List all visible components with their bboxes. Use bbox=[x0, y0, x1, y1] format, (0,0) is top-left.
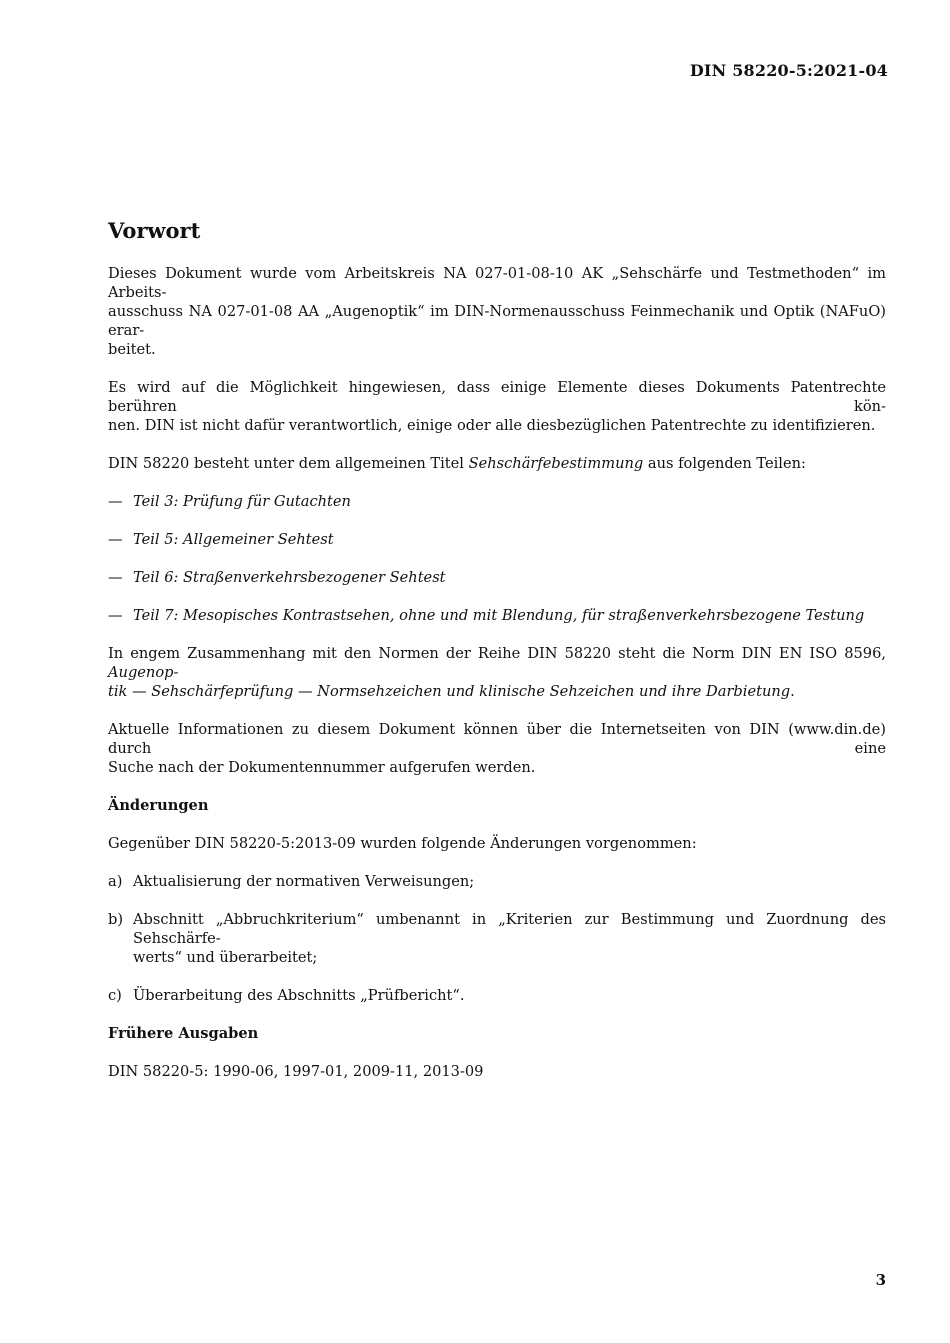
list-marker: a) bbox=[108, 873, 123, 890]
list-item-change bbox=[108, 986, 886, 1005]
text-run: In engem Zusammenhang mit den Normen der Reihe DIN 58220 steht die Norm DIN EN ISO 8596, bbox=[108, 645, 886, 662]
earlier-editions-text: DIN 58220-5: 1990-06, 1997-01, 2009-11, 2013-09 bbox=[108, 1063, 484, 1080]
part-title: Teil 5: Allgemeiner Sehtest bbox=[133, 531, 334, 548]
paragraph-related-standard bbox=[108, 644, 886, 701]
text-run: . bbox=[790, 683, 795, 700]
list-item-part bbox=[108, 492, 886, 511]
dash-marker: — bbox=[108, 493, 123, 510]
dash-marker: — bbox=[108, 569, 123, 586]
text-line: Es wird auf die Möglichkeit hingewiesen, dass einige Elemente dieses Dokuments Patentrechte berühren kön- bbox=[108, 379, 886, 415]
paragraph-patents bbox=[108, 378, 886, 435]
text-run: aus folgenden Teilen: bbox=[643, 455, 806, 472]
standard-title: Augenop- bbox=[108, 664, 179, 681]
text-line: nen. DIN ist nicht dafür verantwortlich, einige oder alle diesbezüglichen Patentrechte zu identifizieren. bbox=[108, 417, 876, 434]
part-title: Teil 7: Mesopisches Kontrastsehen, ohne und mit Blendung, für straßenverkehrsbezogene Testung bbox=[133, 607, 865, 624]
paragraph-committee bbox=[108, 264, 886, 359]
list-item-part bbox=[108, 606, 886, 625]
text-line bbox=[108, 682, 886, 701]
changes-intro: Gegenüber DIN 58220-5:2013-09 wurden folgende Änderungen vorgenommen: bbox=[108, 835, 697, 852]
list-marker: b) bbox=[108, 911, 124, 928]
list-item-part bbox=[108, 530, 886, 549]
dash-marker: — bbox=[108, 607, 123, 624]
changes-heading: Änderungen bbox=[108, 797, 209, 814]
part-title: Teil 6: Straßenverkehrsbezogener Sehtest bbox=[133, 569, 446, 586]
change-text: werts“ und überarbeitet; bbox=[133, 949, 318, 966]
list-item-change bbox=[108, 872, 886, 891]
content-area bbox=[108, 216, 886, 1100]
page-number: 3 bbox=[875, 1271, 886, 1289]
text-line: ausschuss NA 027-01-08 AA „Augenoptik“ im DIN-Normenausschuss Feinmechanik und Optik (NAFuO) erar- bbox=[108, 303, 886, 339]
standard-title: tik — Sehschärfeprüfung — Normsehzeichen und klinische Sehzeichen und ihre Darbietung bbox=[108, 683, 791, 700]
dash-marker: — bbox=[108, 531, 123, 548]
part-title: Teil 3: Prüfung für Gutachten bbox=[133, 493, 351, 510]
paragraph-information bbox=[108, 720, 886, 777]
paragraph-parts-intro bbox=[108, 454, 886, 473]
text-line: Suche nach der Dokumentennummer aufgerufen werden. bbox=[108, 759, 536, 776]
change-text: Überarbeitung des Abschnitts „Prüfbericht“. bbox=[133, 987, 465, 1004]
earlier-editions-heading: Frühere Ausgaben bbox=[108, 1025, 259, 1042]
section-title: Vorwort bbox=[108, 218, 201, 243]
text-run: DIN 58220 besteht unter dem allgemeinen Titel bbox=[108, 455, 469, 472]
list-item-change bbox=[108, 910, 886, 967]
document-id-header: DIN 58220-5:2021-04 bbox=[689, 61, 888, 80]
text-line: Dieses Dokument wurde vom Arbeitskreis NA 027-01-08-10 AK „Sehschärfe und Testmethoden“ im Arbeits- bbox=[108, 265, 886, 301]
text-line: beitet. bbox=[108, 341, 156, 358]
list-marker: c) bbox=[108, 987, 122, 1004]
text-line: Aktuelle Informationen zu diesem Dokument können über die Internetseiten von DIN (www.din.de) durch eine bbox=[108, 721, 886, 757]
change-text: Abschnitt „Abbruchkriterium“ umbenannt in „Kriterien zur Bestimmung und Zuordnung des Sehschärfe- bbox=[133, 911, 886, 947]
text-line bbox=[108, 644, 886, 682]
change-text: Aktualisierung der normativen Verweisungen; bbox=[133, 873, 475, 890]
list-item-part bbox=[108, 568, 886, 587]
series-title: Sehschärfebestimmung bbox=[468, 455, 644, 472]
